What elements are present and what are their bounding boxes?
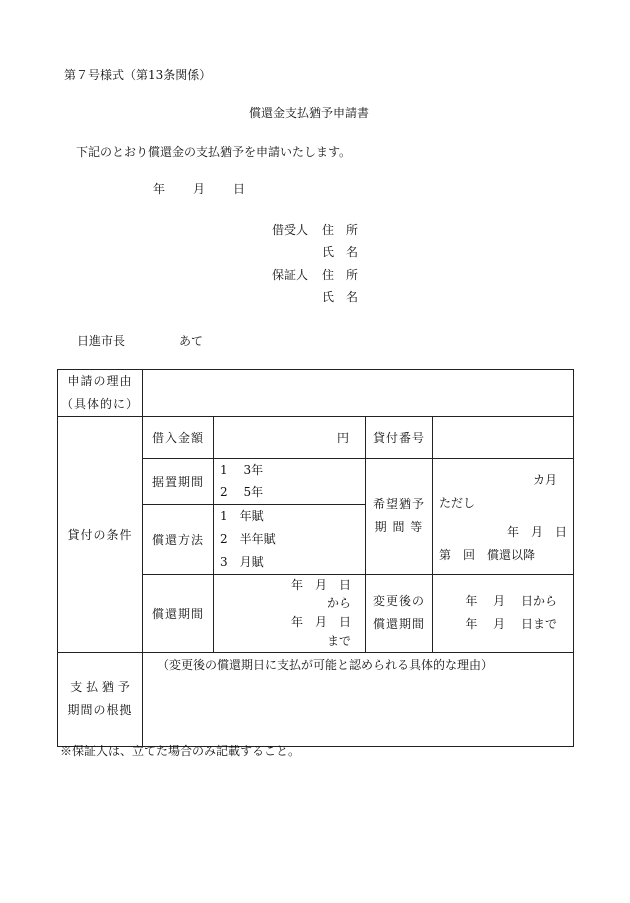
basis-label-line2: 期間の根拠	[67, 703, 133, 718]
desired-deferral-label-line2: 期 間 等	[374, 520, 424, 535]
yen-unit: 円	[336, 430, 349, 445]
repayment-option-1: 1 年賦	[220, 509, 264, 524]
basis-input-cell[interactable]	[143, 652, 574, 746]
changed-period-cell[interactable]	[433, 574, 574, 652]
date-month: 月	[193, 182, 206, 196]
loan-amount-cell[interactable]	[214, 416, 366, 458]
repayment-from: から	[326, 596, 351, 611]
intro-text: 下記のとおり償還金の支払猶予を申請いたします。	[76, 145, 352, 159]
grace-option-2: 2 5年	[220, 485, 264, 500]
repayment-until: まで	[326, 633, 351, 648]
loan-conditions-label: 貸付の条件	[67, 527, 133, 542]
repayment-method-label: 償還方法	[143, 505, 214, 574]
months-unit: カ月	[532, 472, 557, 487]
grace-period-label: 据置期間	[143, 458, 214, 505]
changed-period-from: 年 月 日から	[465, 594, 557, 609]
desired-deferral-label-cell	[366, 458, 433, 574]
grace-period-options[interactable]	[214, 458, 366, 505]
form-title: 償還金支払猶予申請書	[249, 106, 370, 120]
repayment-period-label: 償還期間	[143, 574, 214, 652]
guarantor-name-label: 氏 名	[322, 290, 359, 304]
basis-hint: （変更後の償還期日に支払が可能と認められる具体的な理由）	[157, 657, 494, 672]
changed-period-label-line2: 償還期間	[372, 617, 425, 632]
grace-option-1: 1 3年	[220, 462, 264, 477]
loan-number-cell[interactable]	[433, 416, 574, 458]
repayment-method-options[interactable]	[214, 505, 366, 574]
guarantor-label: 保証人	[272, 268, 309, 282]
reason-input-cell[interactable]	[143, 370, 574, 417]
installment-label: 第 回 償還以降	[439, 548, 536, 563]
guarantor-address-label: 住 所	[322, 268, 359, 282]
basis-label-cell	[58, 652, 143, 746]
reason-label-line2: （具体的に）	[60, 396, 139, 411]
basis-label-line1: 支 払 猶 予	[70, 680, 130, 695]
addressee-to: あて	[179, 334, 204, 348]
desired-deferral-label-line1: 希望猶予	[372, 497, 425, 512]
reason-label-line1: 申請の理由	[67, 374, 133, 388]
addressee-mayor: 日進市長	[77, 334, 126, 348]
repayment-end-date: 年 月 日	[290, 615, 351, 630]
loan-amount-label: 借入金額	[143, 416, 214, 458]
deferral-date: 年 月 日	[506, 524, 567, 539]
form-number: 第７号様式（第13条関係）	[64, 68, 212, 82]
repayment-start-date: 年 月 日	[290, 577, 351, 592]
changed-period-label-cell	[366, 574, 433, 652]
repayment-option-3: 3 月賦	[220, 554, 264, 569]
borrower-address-label: 住 所	[322, 223, 359, 237]
desired-deferral-cell[interactable]	[433, 458, 574, 574]
repayment-option-2: 2 半年賦	[220, 531, 276, 546]
loan-number-label: 貸付番号	[366, 416, 433, 458]
reason-label-cell	[58, 370, 143, 417]
footnote: ※保証人は、立てた場合のみ記載すること。	[60, 744, 301, 758]
date-day: 日	[233, 182, 246, 196]
borrower-label: 借受人	[272, 223, 309, 237]
repayment-period-cell[interactable]	[214, 574, 366, 652]
borrower-name-label: 氏 名	[322, 245, 359, 259]
date-year: 年	[153, 182, 166, 196]
changed-period-until: 年 月 日まで	[465, 617, 557, 632]
application-table	[57, 369, 574, 747]
changed-period-label-line1: 変更後の	[372, 594, 425, 609]
however-label: ただし	[439, 495, 476, 510]
loan-conditions-label-cell	[58, 416, 143, 652]
